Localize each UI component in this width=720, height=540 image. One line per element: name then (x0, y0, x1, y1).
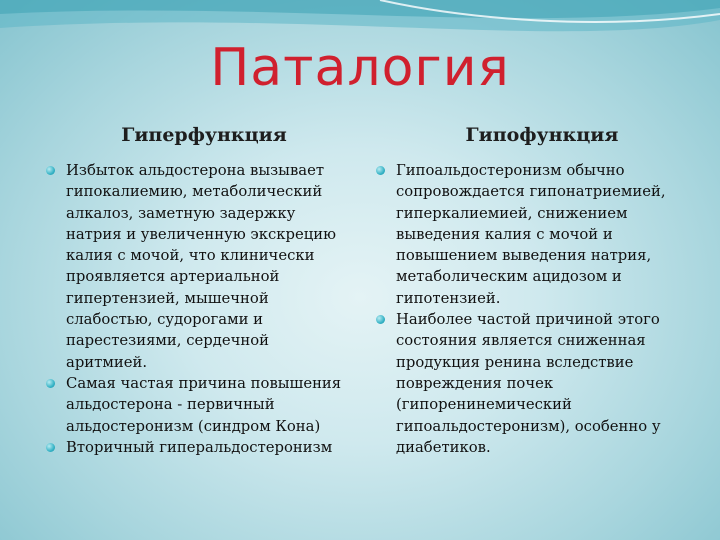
bullet-icon (46, 379, 55, 388)
hyperfunction-list (44, 160, 354, 458)
list-item: Самая частая причина повышения альдостерона - первичный альдостеронизм (синдром Кона) (44, 373, 354, 437)
bullet-icon (376, 315, 385, 324)
list-item: Избыток альдостерона вызывает гипокалиемию, метаболический алкалоз, заметную задержку натрия и увеличенную экскрецию калия с мочой, что клинически проявляется артериальной гипертензией, мышечной слабостью, судорогами и парестезиями, сердечной аритмией. (44, 160, 354, 373)
hyperfunction-column (44, 124, 354, 458)
list-item: Наиболее частой причиной этого состояния является сниженная продукция ренина вследствие повреждения почек (гипоренинемический гипоальдостеронизм), особенно у диабетиков. (374, 309, 694, 458)
bullet-icon (46, 443, 55, 452)
list-item: Гипоальдостеронизм обычно сопровождается гипонатриемией, гиперкалиемией, снижением выведения калия с мочой и повышением выведения натрия, метаболическим ацидозом и гипотензией. (374, 160, 694, 309)
hypofunction-heading: Гипофункция (465, 124, 619, 146)
slide-title: Паталогия (210, 38, 510, 98)
bullet-icon (376, 166, 385, 175)
hyperfunction-heading: Гиперфункция (121, 124, 287, 146)
bullet-icon (46, 166, 55, 175)
list-item: Вторичный гиперальдостеронизм (44, 437, 354, 458)
hypofunction-column (374, 124, 694, 458)
hypofunction-list (374, 160, 694, 458)
